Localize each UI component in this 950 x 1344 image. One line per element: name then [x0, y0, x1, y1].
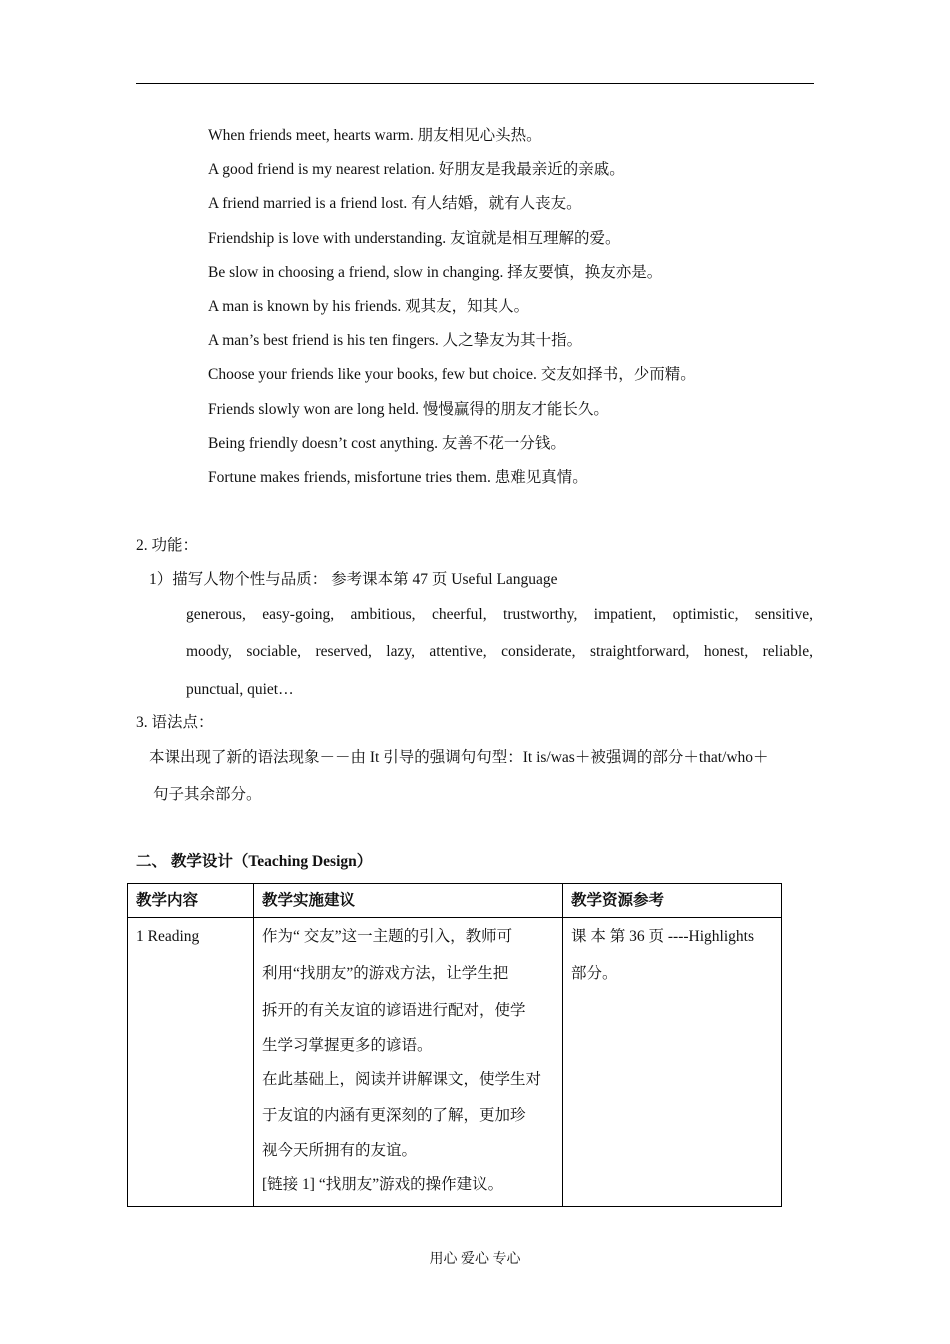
cell-text: 部分。	[571, 965, 618, 982]
proverb-line: Friendship is love with understanding. 友谊就是相互理解的爱。	[208, 229, 621, 247]
proverb-line: A good friend is my nearest relation. 好朋友是我最亲近的亲戚。	[208, 161, 625, 179]
grammar-text: 句子其余部分。	[153, 786, 262, 803]
page-footer: 用心 爱心 专心	[429, 1252, 521, 1267]
proverb-line: Choose your friends like your books, few but choice. 交友如择书，少而精。	[208, 366, 696, 384]
section-3-heading: 3. 语法点：	[136, 714, 214, 731]
suggestion-cell	[254, 918, 563, 1207]
section-2-heading: 2. 功能：	[136, 537, 199, 554]
column-header: 教学实施建议	[254, 884, 563, 918]
cell-text: 课 本 第 36 页 ----Highlights	[571, 928, 754, 945]
proverb-line: A man’s best friend is his ten fingers. 人之挚友为其十指。	[208, 332, 583, 350]
cell-text: 作为“ 交友”这一主题的引入，教师可	[262, 928, 513, 945]
proverb-line: A friend married is a friend lost. 有人结婚，就有人丧友。	[208, 195, 582, 213]
section-2-subheading: 1）描写人物个性与品质： 参考课本第 47 页 Useful Language	[149, 571, 558, 588]
cell-text: 利用“找朋友”的游戏方法，让学生把	[262, 965, 509, 982]
teaching-design-heading: 二、 教学设计（Teaching Design）	[136, 853, 373, 870]
table-header-row	[128, 884, 782, 918]
adjective-list-line: moody, sociable, reserved, lazy, attentive, considerate, straightforward, honest, reliable,	[186, 643, 813, 660]
proverb-line: Fortune makes friends, misfortune tries them. 患难见真情。	[208, 468, 588, 486]
adjective-list-line: punctual, quiet…	[186, 681, 294, 698]
cell-text: 拆开的有关友谊的谚语进行配对，使学	[262, 1002, 526, 1019]
proverb-line: Friends slowly won are long held. 慢慢赢得的朋友才能长久。	[208, 400, 609, 418]
cell-text: 于友谊的内涵有更深刻的了解，更加珍	[262, 1107, 526, 1124]
cell-text: 视今天所拥有的友谊。	[262, 1142, 418, 1159]
adjective-list-line: generous, easy-going, ambitious, cheerful, trustworthy, impatient, optimistic, sensitive,	[186, 606, 813, 623]
cell-text: 1 Reading	[136, 928, 200, 945]
content-cell	[128, 918, 254, 1207]
teaching-design-table	[127, 883, 782, 1207]
grammar-text: 本课出现了新的语法现象－－由 It 引导的强调句句型：It is/was＋被强调的部分＋that/who＋	[149, 749, 769, 766]
proverb-line: Be slow in choosing a friend, slow in changing. 择友要慎，换友亦是。	[208, 263, 663, 281]
proverb-list	[208, 124, 696, 500]
link-text: [链接 1] “找朋友”游戏的操作建议。	[262, 1176, 504, 1193]
proverb-line: Being friendly doesn’t cost anything. 友善不花一分钱。	[208, 434, 566, 452]
proverb-line: A man is known by his friends. 观其友，知其人。	[208, 297, 530, 315]
table-row	[128, 918, 782, 1207]
column-header: 教学资源参考	[563, 884, 782, 918]
resource-cell	[563, 918, 782, 1207]
cell-text: 生学习掌握更多的谚语。	[262, 1037, 433, 1054]
proverb-line: When friends meet, hearts warm. 朋友相见心头热。	[208, 127, 542, 144]
cell-text: 在此基础上，阅读并讲解课文，使学生对	[262, 1071, 542, 1088]
column-header: 教学内容	[128, 884, 254, 918]
header-rule	[136, 83, 814, 84]
